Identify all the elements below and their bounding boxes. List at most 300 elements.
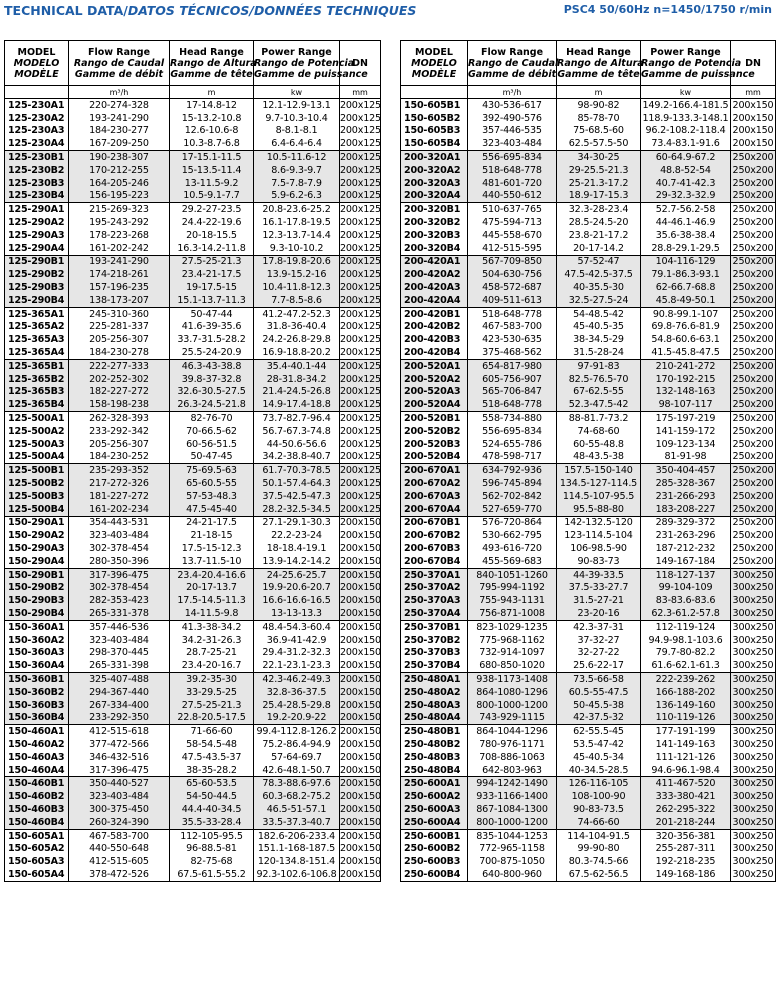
table-row xyxy=(5,764,381,777)
table-row xyxy=(401,359,776,372)
power-cell: 120-134.8-151.4 xyxy=(254,855,340,868)
flow-cell: 174-218-261 xyxy=(69,268,170,281)
power-cell: 14.9-17.4-18.8 xyxy=(254,398,340,411)
head-cell: 58-54.5-48 xyxy=(170,738,254,751)
table-row xyxy=(401,490,776,503)
dn-cell: 250x200 xyxy=(731,268,776,281)
head-cell: 33.7-31.5-28.2 xyxy=(170,333,254,346)
power-cell: 118-127-137 xyxy=(641,568,731,581)
model-cell: 150-605A4 xyxy=(5,868,69,881)
unit-model xyxy=(401,86,468,99)
table-row xyxy=(401,855,776,868)
flow-cell: 184-230-252 xyxy=(69,451,170,464)
model-cell: 150-605A1 xyxy=(5,829,69,842)
power-cell: 201-218-244 xyxy=(641,816,731,829)
dn-cell: 250x200 xyxy=(731,242,776,255)
title-translations: DATOS TÉCNICOS/DONNÉES TECHNIQUES xyxy=(127,3,417,18)
flow-cell: 823-1029-1235 xyxy=(468,620,557,633)
model-cell: 150-460A2 xyxy=(5,738,69,751)
flow-cell: 732-914-1097 xyxy=(468,646,557,659)
dn-cell: 300x250 xyxy=(731,764,776,777)
flow-cell: 346-432-516 xyxy=(69,751,170,764)
head-cell: 20-17-14.2 xyxy=(557,242,641,255)
dn-cell: 200x150 xyxy=(340,843,381,855)
model-cell: 250-600B1 xyxy=(401,829,468,842)
flow-cell: 302-378-454 xyxy=(69,542,170,555)
dn-cell: 300x250 xyxy=(731,594,776,607)
model-cell: 150-290A4 xyxy=(5,555,69,568)
flow-cell: 654-817-980 xyxy=(468,359,557,372)
model-cell: 125-365A2 xyxy=(5,321,69,334)
power-cell: 16.6-16.6-16.5 xyxy=(254,594,340,607)
power-cell: 13.9-15.2-16 xyxy=(254,268,340,281)
dn-cell: 200x150 xyxy=(340,816,381,828)
head-cell: 47.5-42.5-37.5 xyxy=(557,268,641,281)
table-row xyxy=(5,738,381,751)
head-cell: 15-13.5-11.4 xyxy=(170,164,254,177)
model-cell: 250-370B4 xyxy=(401,659,468,672)
head-cell: 142-132.5-120 xyxy=(557,516,641,529)
flow-cell: 300-375-450 xyxy=(69,803,170,816)
table-row xyxy=(401,307,776,320)
model-cell: 150-460A3 xyxy=(5,751,69,764)
title-main: TECHNICAL DATA/ xyxy=(4,3,128,18)
dn-cell: 200x150 xyxy=(340,530,381,542)
head-cell: 73.5-66-58 xyxy=(557,673,641,686)
model-cell: 250-480B3 xyxy=(401,751,468,764)
table-row xyxy=(5,855,381,868)
head-cell: 38-34.5-29 xyxy=(557,333,641,346)
table-row xyxy=(401,646,776,659)
unit-flow: m³/h xyxy=(468,86,557,99)
power-cell: 320-356-381 xyxy=(641,829,731,842)
model-cell: 150-605A3 xyxy=(5,855,69,868)
table-row xyxy=(401,151,776,164)
power-cell: 54.8-60.6-63.1 xyxy=(641,333,731,346)
flow-cell: 375-468-562 xyxy=(468,346,557,359)
head-cell: 67-62.5-55 xyxy=(557,386,641,399)
table-row xyxy=(5,216,381,229)
dn-cell: 200x125 xyxy=(340,308,381,320)
model-cell: 250-370A1 xyxy=(401,568,468,581)
table-row xyxy=(401,607,776,620)
dn-cell: 200x125 xyxy=(340,373,381,385)
flow-cell: 280-350-396 xyxy=(69,555,170,568)
dn-cell: 200x150 xyxy=(340,803,381,815)
dn-cell: 200x150 xyxy=(340,634,381,646)
model-cell: 125-230B4 xyxy=(5,190,69,203)
dn-cell: 250x200 xyxy=(731,346,776,359)
table-row xyxy=(401,751,776,764)
model-cell: 200-520A3 xyxy=(401,386,468,399)
model-cell: 150-460B4 xyxy=(5,816,69,829)
power-cell: 333-380-421 xyxy=(641,790,731,803)
table-row xyxy=(5,386,381,399)
dn-cell: 200x150 xyxy=(340,647,381,659)
dn-cell: 200x125 xyxy=(340,451,381,463)
model-cell: 250-600B2 xyxy=(401,842,468,855)
head-cell: 42-37.5-32 xyxy=(557,711,641,724)
power-cell: 9.7-10.3-10.4 xyxy=(254,112,340,125)
dn-cell: 250x200 xyxy=(731,151,776,164)
table-row xyxy=(5,777,381,790)
head-cell: 96-88.5-81 xyxy=(170,842,254,855)
head-cell: 112-105-95.5 xyxy=(170,829,254,842)
model-cell: 200-520A2 xyxy=(401,373,468,386)
flow-cell: 680-850-1020 xyxy=(468,659,557,672)
flow-cell: 994-1242-1490 xyxy=(468,777,557,790)
head-cell: 23-20-16 xyxy=(557,607,641,620)
flow-cell: 161-202-242 xyxy=(69,242,170,255)
table-row xyxy=(5,659,381,672)
head-cell: 32-27-22 xyxy=(557,646,641,659)
power-cell: 104-116-129 xyxy=(641,255,731,268)
dn-cell: 200x150 xyxy=(340,569,381,581)
table-row xyxy=(5,725,381,738)
dn-cell: 250x200 xyxy=(731,425,776,438)
head-cell: 23.8-21-17.2 xyxy=(557,229,641,242)
model-cell: 200-670A2 xyxy=(401,477,468,490)
flow-cell: 357-446-535 xyxy=(468,125,557,138)
dn-cell: 300x250 xyxy=(731,686,776,699)
dn-cell: 250x200 xyxy=(731,203,776,216)
table-row xyxy=(5,607,381,620)
head-cell: 88-81.7-73.2 xyxy=(557,412,641,425)
power-cell: 81-91-98 xyxy=(641,451,731,464)
table-row xyxy=(401,412,776,425)
model-cell: 200-670A4 xyxy=(401,503,468,516)
dn-cell: 200x150 xyxy=(340,542,381,554)
model-cell: 200-520A1 xyxy=(401,359,468,372)
unit-power: kw xyxy=(641,86,731,99)
head-cell: 98-90-82 xyxy=(557,99,641,112)
flow-cell: 184-230-278 xyxy=(69,346,170,359)
flow-cell: 458-572-687 xyxy=(468,281,557,294)
head-cell: 41.3-38-34.2 xyxy=(170,620,254,633)
power-cell: 166-188-202 xyxy=(641,686,731,699)
power-cell: 96.2-108.2-118.4 xyxy=(641,125,731,138)
dn-cell: 200x125 xyxy=(340,360,381,372)
flow-cell: 193-241-290 xyxy=(69,112,170,125)
dn-cell: 200x125 xyxy=(340,138,381,150)
table-row xyxy=(401,216,776,229)
model-cell: 150-290B3 xyxy=(5,594,69,607)
table-row xyxy=(5,151,381,164)
table-row xyxy=(401,438,776,451)
dn-cell: 250x200 xyxy=(731,255,776,268)
table-row xyxy=(401,190,776,203)
head-cell: 47.5-43.5-37 xyxy=(170,751,254,764)
flow-cell: 800-1000-1200 xyxy=(468,699,557,712)
flow-cell: 377-472-566 xyxy=(69,738,170,751)
series-spec: PSC4 50/60Hz n=1450/1750 r/min xyxy=(563,3,772,16)
table-row xyxy=(5,137,381,150)
model-cell: 125-230A1 xyxy=(5,99,69,112)
model-cell: 250-480A4 xyxy=(401,711,468,724)
dn-cell: 300x250 xyxy=(731,568,776,581)
model-cell: 150-360A2 xyxy=(5,634,69,647)
model-cell: 125-500A2 xyxy=(5,425,69,438)
table-row xyxy=(401,634,776,647)
head-cell: 50-47-44 xyxy=(170,307,254,320)
flow-cell: 527-659-770 xyxy=(468,503,557,516)
flow-cell: 392-490-576 xyxy=(468,112,557,125)
model-cell: 150-460A4 xyxy=(5,764,69,777)
power-cell: 151.1-168-187.5 xyxy=(254,842,340,855)
table-row xyxy=(401,711,776,724)
table-row xyxy=(401,464,776,477)
dn-cell: 250x200 xyxy=(731,516,776,529)
power-cell: 13.9-14.2-14.2 xyxy=(254,555,340,568)
model-cell: 250-600A4 xyxy=(401,816,468,829)
head-cell: 108-100-90 xyxy=(557,790,641,803)
flow-cell: 518-648-778 xyxy=(468,307,557,320)
flow-cell: 556-695-834 xyxy=(468,425,557,438)
head-cell: 23.4-20.4-16.6 xyxy=(170,568,254,581)
left-table-body xyxy=(5,99,381,882)
head-cell: 82-75-68 xyxy=(170,855,254,868)
model-cell: 200-420A3 xyxy=(401,281,468,294)
head-cell: 50-47-45 xyxy=(170,451,254,464)
head-cell: 15.1-13.7-11.3 xyxy=(170,294,254,307)
model-cell: 150-605B1 xyxy=(401,99,468,112)
power-cell: 16.1-17.8-19.5 xyxy=(254,216,340,229)
model-cell: 150-605A2 xyxy=(5,842,69,855)
model-cell: 250-370A2 xyxy=(401,581,468,594)
dn-cell: 250x200 xyxy=(731,294,776,307)
dn-cell: 250x200 xyxy=(731,464,776,477)
model-cell: 150-290A3 xyxy=(5,542,69,555)
flow-cell: 933-1166-1400 xyxy=(468,790,557,803)
dn-cell: 200x125 xyxy=(340,478,381,489)
model-cell: 200-670A3 xyxy=(401,490,468,503)
head-cell: 74-68-60 xyxy=(557,425,641,438)
head-cell: 40-34.5-28.5 xyxy=(557,764,641,777)
model-cell: 150-460A1 xyxy=(5,725,69,738)
power-cell: 24-25.6-25.7 xyxy=(254,568,340,581)
head-cell: 54-48.5-42 xyxy=(557,307,641,320)
power-cell: 25.4-28.5-29.8 xyxy=(254,699,340,712)
table-row xyxy=(401,137,776,150)
head-cell: 44.4-40-34.5 xyxy=(170,803,254,816)
power-cell: 28.2-32.5-34.5 xyxy=(254,503,340,516)
head-cell: 47.5-45-40 xyxy=(170,503,254,516)
flow-cell: 262-328-393 xyxy=(69,412,170,425)
table-row xyxy=(401,529,776,542)
flow-cell: 440-550-648 xyxy=(69,842,170,855)
unit-flow: m³/h xyxy=(69,86,170,99)
dn-cell: 250x200 xyxy=(731,229,776,242)
table-row xyxy=(401,281,776,294)
power-cell: 111-121-126 xyxy=(641,751,731,764)
power-cell: 187-212-232 xyxy=(641,542,731,555)
table-row xyxy=(401,699,776,712)
unit-power: kw xyxy=(254,86,340,99)
table-row xyxy=(401,321,776,334)
table-row xyxy=(5,255,381,268)
power-cell: 46.5-51-57.1 xyxy=(254,803,340,816)
head-cell: 44-39-33.5 xyxy=(557,568,641,581)
page-header xyxy=(0,0,778,38)
table-row xyxy=(401,242,776,255)
dn-cell: 250x200 xyxy=(731,477,776,490)
table-row xyxy=(401,764,776,777)
flow-cell: 158-198-238 xyxy=(69,398,170,411)
dn-cell: 250x200 xyxy=(731,412,776,425)
dn-cell: 200x150 xyxy=(340,764,381,776)
dn-cell: 250x200 xyxy=(731,216,776,229)
model-cell: 125-500B1 xyxy=(5,464,69,477)
head-cell: 17.5-15-12.3 xyxy=(170,542,254,555)
model-cell: 250-600A3 xyxy=(401,803,468,816)
table-row xyxy=(5,125,381,138)
power-cell: 149.2-166.4-181.5 xyxy=(641,99,731,112)
flow-cell: 455-569-683 xyxy=(468,555,557,568)
model-cell: 200-320B1 xyxy=(401,203,468,216)
dn-cell: 250x200 xyxy=(731,281,776,294)
dn-cell: 250x200 xyxy=(731,503,776,516)
power-cell: 19.9-20.6-20.7 xyxy=(254,581,340,594)
head-cell: 75-69.5-63 xyxy=(170,464,254,477)
power-cell: 36.9-41-42.9 xyxy=(254,634,340,647)
flow-cell: 233-292-350 xyxy=(69,711,170,724)
dn-cell: 200x125 xyxy=(340,217,381,229)
head-cell: 62.5-57.5-50 xyxy=(557,137,641,150)
flow-cell: 642-803-963 xyxy=(468,764,557,777)
head-cell: 71-66-60 xyxy=(170,725,254,738)
model-cell: 200-420A1 xyxy=(401,255,468,268)
model-cell: 150-360B2 xyxy=(5,686,69,699)
flow-cell: 864-1080-1296 xyxy=(468,686,557,699)
table-row xyxy=(401,503,776,516)
power-cell: 13-13-13.3 xyxy=(254,607,340,620)
dn-cell: 200x125 xyxy=(340,334,381,346)
model-cell: 125-230A2 xyxy=(5,112,69,125)
flow-cell: 510-637-765 xyxy=(468,203,557,216)
model-cell: 125-500A3 xyxy=(5,438,69,451)
power-cell: 109-123-134 xyxy=(641,438,731,451)
table-row xyxy=(5,529,381,542)
flow-cell: 164-205-246 xyxy=(69,177,170,190)
head-cell: 34.2-31-26.3 xyxy=(170,634,254,647)
flow-cell: 357-446-536 xyxy=(69,620,170,633)
flow-cell: 170-212-255 xyxy=(69,164,170,177)
table-row xyxy=(401,425,776,438)
head-cell: 134.5-127-114.5 xyxy=(557,477,641,490)
col-head-header: Head Range Rango de Altura Gamme de tête xyxy=(170,41,254,86)
col-flow-header: Flow Range Rango de Caudal Gamme de débit xyxy=(468,41,557,86)
head-cell: 157.5-150-140 xyxy=(557,464,641,477)
model-cell: 200-520A4 xyxy=(401,398,468,411)
dn-cell: 200x125 xyxy=(340,399,381,411)
dn-cell: 200x125 xyxy=(340,112,381,124)
flow-cell: 558-734-880 xyxy=(468,412,557,425)
model-cell: 150-360B4 xyxy=(5,711,69,724)
col-dn-header: DN xyxy=(731,41,776,86)
model-cell: 200-520B1 xyxy=(401,412,468,425)
table-row xyxy=(5,699,381,712)
power-cell: 57-64-69.7 xyxy=(254,751,340,764)
dn-cell: 200x125 xyxy=(340,177,381,189)
model-cell: 250-480B4 xyxy=(401,764,468,777)
head-cell: 95.5-88-80 xyxy=(557,503,641,516)
flow-cell: 743-929-1115 xyxy=(468,711,557,724)
head-cell: 60.5-55-47.5 xyxy=(557,686,641,699)
unit-head: m xyxy=(170,86,254,99)
power-cell: 60-64.9-67.2 xyxy=(641,151,731,164)
power-cell: 48.4-54.3-60.4 xyxy=(254,620,340,633)
head-cell: 22.8-20.5-17.5 xyxy=(170,711,254,724)
power-cell: 33.5-37.3-40.7 xyxy=(254,816,340,829)
model-cell: 200-320B3 xyxy=(401,229,468,242)
head-cell: 34-30-25 xyxy=(557,151,641,164)
head-cell: 45-40.5-35 xyxy=(557,321,641,334)
head-cell: 31.5-28-24 xyxy=(557,346,641,359)
table-row xyxy=(401,268,776,281)
flow-cell: 440-550-612 xyxy=(468,190,557,203)
dn-cell: 250x200 xyxy=(731,529,776,542)
table-row xyxy=(401,373,776,386)
table-row xyxy=(401,620,776,633)
head-cell: 50-45.5-38 xyxy=(557,699,641,712)
power-cell: 9.3-10-10.2 xyxy=(254,242,340,255)
flow-cell: 317-396-475 xyxy=(69,764,170,777)
model-cell: 200-320A3 xyxy=(401,177,468,190)
head-cell: 25.6-22-17 xyxy=(557,659,641,672)
power-cell: 22.1-23.1-23.3 xyxy=(254,659,340,672)
dn-cell: 300x250 xyxy=(731,711,776,724)
table-row xyxy=(5,711,381,724)
table-row xyxy=(401,842,776,855)
head-cell: 75-68.5-60 xyxy=(557,125,641,138)
dn-cell: 200x125 xyxy=(340,152,381,164)
power-cell: 29.4-31.2-32.3 xyxy=(254,646,340,659)
flow-cell: 640-800-960 xyxy=(468,868,557,881)
table-row xyxy=(5,438,381,451)
flow-cell: 184-230-277 xyxy=(69,125,170,138)
model-cell: 150-290B1 xyxy=(5,568,69,581)
power-cell: 79.1-86.3-93.1 xyxy=(641,268,731,281)
head-cell: 14-11.5-9.8 xyxy=(170,607,254,620)
power-cell: 73.4-83.1-91.6 xyxy=(641,137,731,150)
power-cell: 16.9-18.8-20.2 xyxy=(254,346,340,359)
table-row xyxy=(5,816,381,829)
dn-cell: 300x250 xyxy=(731,855,776,868)
model-cell: 200-420B2 xyxy=(401,321,468,334)
dn-cell: 300x250 xyxy=(731,659,776,672)
flow-cell: 530-662-795 xyxy=(468,529,557,542)
dn-cell: 200x125 xyxy=(340,490,381,502)
table-row xyxy=(401,568,776,581)
model-cell: 250-600B3 xyxy=(401,855,468,868)
model-cell: 125-290B4 xyxy=(5,294,69,307)
table-row xyxy=(401,294,776,307)
power-cell: 118.9-133.3-148.1 xyxy=(641,112,731,125)
dn-cell: 200x125 xyxy=(340,425,381,437)
power-cell: 411-467-520 xyxy=(641,777,731,790)
model-cell: 150-360A1 xyxy=(5,620,69,633)
head-cell: 28.5-24.5-20 xyxy=(557,216,641,229)
flow-cell: 423-530-635 xyxy=(468,333,557,346)
head-cell: 27.5-25-21.3 xyxy=(170,255,254,268)
dn-cell: 200x150 xyxy=(340,778,381,790)
table-row xyxy=(5,190,381,203)
dn-cell: 200x150 xyxy=(731,137,776,150)
head-cell: 10.3-8.7-6.8 xyxy=(170,137,254,150)
head-cell: 52.3-47.5-42 xyxy=(557,398,641,411)
power-cell: 61.6-62.1-61.3 xyxy=(641,659,731,672)
flow-cell: 260-324-390 xyxy=(69,816,170,829)
